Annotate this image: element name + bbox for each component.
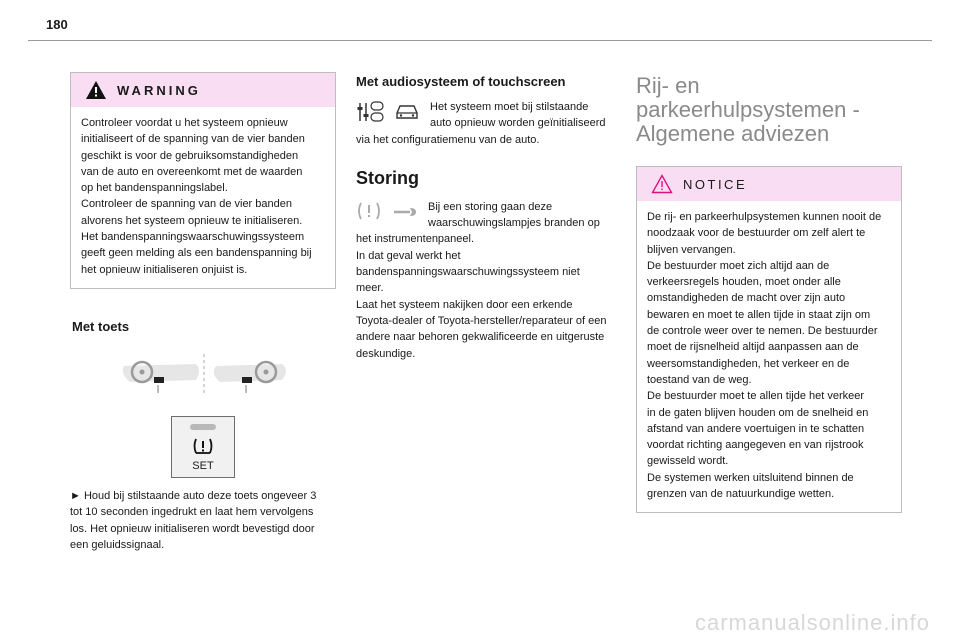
notice-box [636,166,902,513]
storing-line: In dat geval werkt het [356,249,461,262]
warning-line: geeft geen melding als een bandenspanning bij [81,247,312,260]
notice-triangle-icon [651,174,673,194]
section-heading-line: parkeerhulpsystemen - [636,97,860,122]
storing-line: Laat het systeem nakijken door een erkende [356,298,573,311]
audio-line: Het systeem moet bij stilstaande [430,101,589,113]
console-illustration [70,350,336,410]
warning-triangle-icon [85,80,107,100]
notice-line: De systemen werken uitsluitend binnen de [647,471,854,484]
instruction-line: ► Houd bij stilstaande auto deze toets ongeveer 3 [70,489,317,502]
page-number: 180 [46,17,68,32]
notice-line: toestand van de weg. [647,373,752,386]
column-middle [356,72,622,362]
set-button-illustration [70,416,336,478]
console-image [70,350,336,410]
instruction-line: los. Het opnieuw initialiseren wordt bevestigd door [70,522,315,535]
instruction [70,488,336,553]
notice-line: de controle weer over te nemen. De bestuurder [647,325,878,338]
top-rule [28,40,932,41]
warning-line: Controleer de spanning van de vier banden [81,198,292,211]
storing-line: deskundige. [356,347,416,360]
notice-line: gewisseld wordt. [647,455,729,468]
wrench-icon [392,201,418,221]
notice-line: voordat richting aangegeven en van rijstrook [647,439,864,452]
warning-title: WARNING [117,82,201,98]
notice-header [637,167,901,201]
notice-line: grenzen van de natuurkundige wetten. [647,488,835,501]
warning-line: Het bandenspanningswaarschuwingssysteem [81,231,305,244]
notice-title: NOTICE [683,176,748,192]
warning-line: van de auto en overeenkomt met de waarden [81,165,303,178]
met-toets-heading: Met toets [72,318,130,334]
watermark: carmanualsonline.info [694,610,930,635]
warning-body [71,107,335,288]
column-left [70,72,336,553]
storing-heading: Storing [356,167,419,188]
audio-line: auto opnieuw worden geïnitialiseerd [430,117,606,130]
notice-line: afstand van andere voertuigen in te schatten [647,422,865,435]
storing-line: waarschuwingslampjes branden op [428,217,600,230]
notice-line: moet de rijsnelheid altijd aanpassen aan de [647,341,859,354]
storing-line: bandenspanningswaarschuwingssysteem niet [356,266,580,279]
audio-line: via het configuratiemenu van de auto. [356,133,540,146]
warning-line: alvorens het systeem opnieuw te initialiseren. [81,214,303,227]
section-heading-line: Rij- en [636,73,700,98]
instruction-line: een geluidssignaal. [70,538,165,551]
warning-box [70,72,336,289]
storing-section [356,199,622,232]
car-icon [394,101,420,121]
storing-line: andere naar behoren gekwalificeerde en uitgeruste [356,331,605,344]
notice-line: noodzaak voor de bestuurder om zelf alert te [647,227,866,240]
warning-line: het opnieuw initialiseren onjuist is. [81,263,248,276]
warning-line: Controleer voordat u het systeem opnieuw [81,117,288,129]
warning-line: geschikt is voor de gebruiksomstandigheden [81,149,299,162]
section-heading-line: Algemene adviezen [636,121,830,146]
notice-line: bewaren en moet te allen tijde in staat zijn om [647,308,871,321]
notice-line: omstandigheden de macht over zijn auto [647,292,846,305]
storing-line: het instrumentenpaneel. [356,233,475,246]
set-label: SET [192,459,214,472]
warning-header [71,73,335,107]
instruction-line: tot 10 seconden ingedrukt en laat hem vervolgens [70,506,314,519]
tpms-warning-icon [356,201,382,221]
notice-line: De bestuurder moet zich altijd aan de [647,259,830,272]
notice-body [637,201,901,512]
warning-line: op het bandenspanningslabel. [81,182,228,195]
set-button [171,416,235,478]
audio-heading: Met audiosysteem of touchscreen [356,74,566,89]
tpms-warning-icon [192,437,214,455]
audio-section [356,99,622,132]
column-right [636,72,902,513]
storing-line: meer. [356,282,384,295]
section-heading [636,74,902,146]
warning-line: initialiseert of de spanning van de vier banden [81,133,305,146]
notice-line: De rij- en parkeerhulpsystemen kunnen nooit de [647,211,882,223]
settings-icon [356,101,384,123]
notice-line: verkeersregels houden, moet onder alle [647,276,841,289]
notice-line: De bestuurder moet te allen tijde het verkeer [647,390,865,403]
notice-line: in de gaten blijven houden om de snelheid en [647,406,869,419]
notice-line: weersomstandigheden, het verkeer en de [647,357,850,370]
storing-line: Bij een storing gaan deze [428,200,553,213]
storing-line: Toyota-dealer of Toyota-hersteller/reparateur of een [356,314,607,327]
notice-line: blijven vervangen. [647,243,736,256]
